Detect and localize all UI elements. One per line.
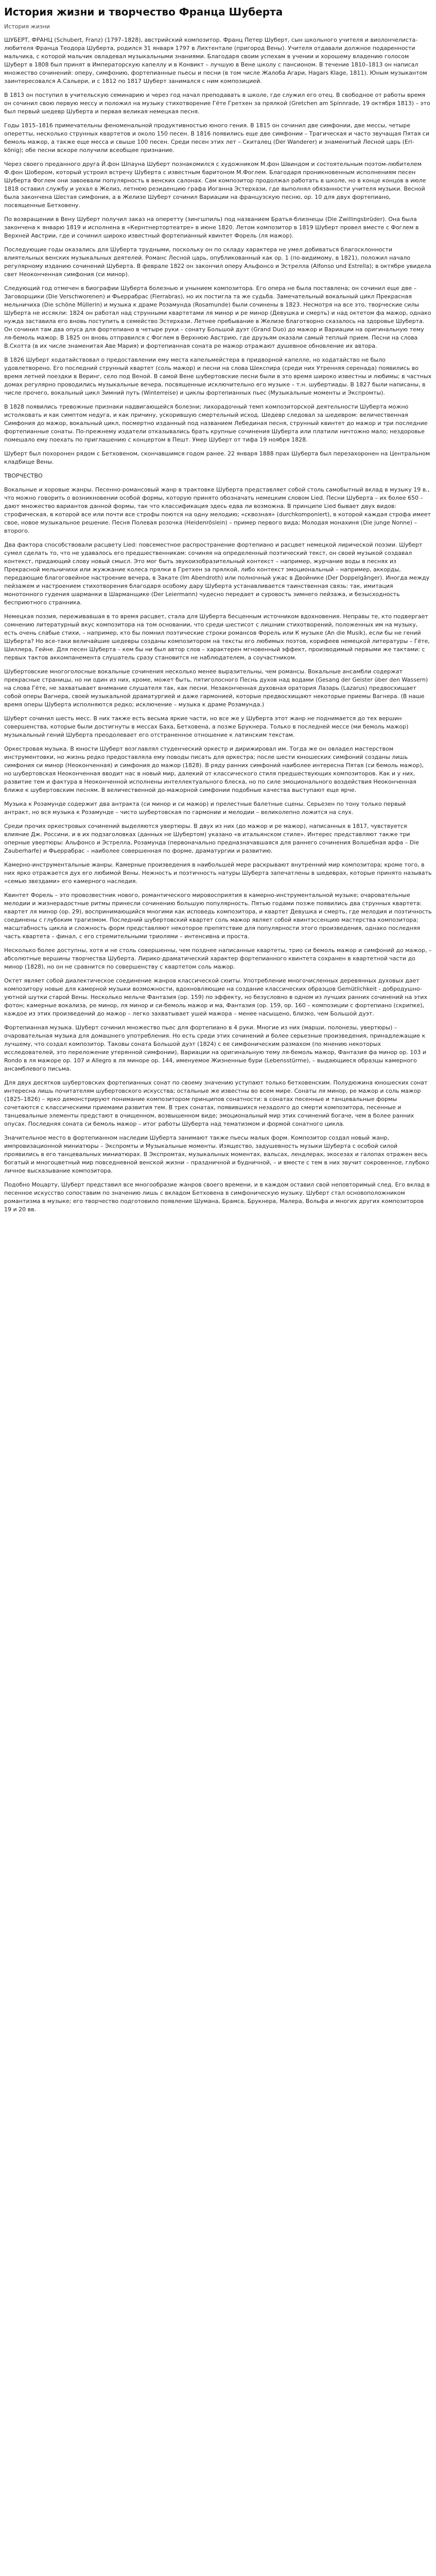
article-paragraph: Оркестровая музыка. В юности Шуберт возглавлял студенческий оркестр и дирижировал им. Тогда же он овладел мастерством инструментовки, но жизнь редко предоставляла ему поводы писать для оркестра; после шести юношеских симфоний созданы лишь симфония си минор (Неоконченная) и симфония до мажор (1828). В ряду ранних симфоний наиболее интересна Пятая (си бемоль мажор), но шубертовская Неоконченная вводит нас в новый мир, далекий от классического стиля предшествующих композиторов. Как и у них, развитие тем и фактура в Неоконченной исполнены интеллектуального блеска, но по силе эмоционального воздействия Неоконченная ближе к шубертовским песням. В величественной до-мажорной симфонии подобные качества выступают еще ярче. <box>4 745 424 793</box>
article-body <box>4 36 432 1214</box>
article-paragraph: Несколько более доступны, хотя и не столь совершенны, чем позднее написанные квартеты, трио си бемоль мажор и симфоний до мажор, – абсолютные вершины творчества Шуберта. Лирико-драматический характер фортепианного квинтета сохранен в квартетной части до минор (1828), но он не сравнится по совершенству с квартетом соль мажор. <box>4 947 432 970</box>
article-paragraph: Шуберт сочинил шесть месс. В них также есть весьма яркие части, но все же у Шуберта этот жанр не поднимается до тех вершин совершенства, которые были достигнуты в мессах Баха, Бетховена, а позже Брукнера. Только в последней мессе (ми бемоль мажор) музыкальный гений Шуберта преодолевает его отстраненное отношение к латинским текстам. <box>4 715 409 738</box>
article-paragraph: Через своего преданного друга Й.фон Шпауна Шуберт познакомился с художником М.фон Швиндом и состоятельным поэтом-любителем Ф.фон Шобером, который устроил встречу Шуберта с известным баритоном М.Фоглем. Благодаря проникновенным исполнениям песен Шуберта Фоглем они завоевали популярность в венских салонах. Сам композитор продолжал работать в школе, но в конце концов в июле 1818 оставил службу и уехал в Желиз, летнюю резиденцию графа Иоганна Эстерхази, где выполнял обязанности учителя музыки. Весной была закончена Шестая симфония, а в Желизе Шуберт сочинил Вариации на французскую песню, ор. 10 для двух фортепиано, посвященные Бетховену. <box>4 161 426 209</box>
article-paragraph: Музыка к Розамунде содержит два антракта (си минор и си мажор) и прелестные балетные сцены. Серьезен по тону только первый антракт, но вся музыка к Розамунде – чисто шубертовская по гармонии и мелодии – великолепно ложится на слух. <box>4 801 406 816</box>
article-paragraph: Для двух десятков шубертовских фортепианных сонат по своему значению уступают только бетховенским. Полудюжина юношеских сонат интересна лишь почитателям шубертовского искусства; остальные же известны во всем мире. Сонаты ля минор, ре мажор и соль мажор (1825–1826) – ярко демонстрируют понимание композитором принципов сонатности: в сонатах песенные и танцевальные формы сочетаются с классическими приемами развития тем. В трех сонатах, появившихся незадолго до смерти композитора, песенные и танцевальные элементы предстают в очищенном, возвышенном виде; эмоциональный мир этих сочинений богаче, чем в более ранних опусах. Последняя соната си бемоль мажор – итог работы Шуберта над тематизмом и формой сонатного цикла. <box>4 1079 428 1127</box>
article-paragraph: Подобно Моцарту, Шуберт представил все многообразие жанров своего времени, и в каждом оставил свой неповторимый след. Его вклад в песенное искусство сопоставим по значению лишь с вкладом Бетховена в симфоническую музыку. Шуберт стал основоположником романтизма в музыке; его творчество подготовило появление Шумана, Брамса, Брукнера, Малера, Вольфа и многих других композиторов 19 и 20 вв. <box>4 1181 430 1213</box>
article-paragraph: Годы 1815–1816 примечательны феноменальной продуктивностью юного гения. В 1815 он сочинил две симфонии, две мессы, четыре оперетты, несколько струнных квартетов и около 150 песен. В 1816 появились еще две симфонии – Трагическая и часто звучащая Пятая си бемоль мажор, а также еще месса и свыше 100 песен. Среди песен этих лет – Скиталец (Der Wanderer) и знаменитый Лесной царь (Erl-könig); обе песни вскоре получили всеобщее признание. <box>4 122 429 154</box>
article-paragraph: В 1813 он поступил в учительскую семинарию и через год начал преподавать в школе, где служил его отец. В свободное от работы время он сочинил свою первую мессу и положил на музыку стихотворение Гёте Гретхен за прялкой (Gretchen am Spinnrade, 19 октября 1813) – это был первый шедевр Шуберта и первая великая немецкая песня. <box>4 92 430 115</box>
section-label: История жизни <box>4 23 50 30</box>
article-paragraph: Последующие годы оказались для Шуберта трудными, поскольку он по складу характера не умел добиваться благосклонности влиятельных венских музыкальных деятелей. Романс Лесной царь, опубликованный как ор. 1 (по-видимому, в 1821), положил начало регулярному изданию сочинений Шуберта. В феврале 1822 он закончил оперу Альфонсо и Эстрелла (Alfonso und Estrella); в октябре увидела свет Неоконченная симфония (си минор). <box>4 246 431 278</box>
article-paragraph: ШУБЕРТ, ФРАНЦ (Schubert, Franz) (1797–1828), австрийский композитор. Франц Петер Шуберт, сын школьного учителя и виолончелиста-любителя Франца Теодора Шуберта, родился 31 января 1797 в Лихтентале (пригород Вены). Учителя отдавали должное подаренности мальчика, с которой мальчик овладевал музыкальными знаниями. Благодаря своим успехам в учении и хорошему владению голосом Шуберт в 1808 был принят в Императорскую капеллу и в Конвикт – лучшую в Вене школу с пансионом. В течение 1810–1813 он написал множество сочинений: оперу, симфонию, фортепианные пьесы и песни (в том числе Жалоба Агари, Hagars Klage, 1811). Юным музыкантом заинтересовался А.Сальери, и с 1812 по 1817 Шуберт занимался с ним композицией. <box>4 37 427 84</box>
article-paragraph: Вокальные и хоровые жанры. Песенно-романсовый жанр в трактовке Шуберта представляет собой столь самобытный вклад в музыку 19 в., что можно говорить о возникновении особой формы, которую принято обозначать немецким словом Lied. Песни Шуберта – их более 650 – дают множество вариантов данной формы, так что классификация здесь едва ли возможна. В принципе Lied бывает двух видов: строфическая, в которой все или почти все строфы поются на одну мелодию; «сквозная» (durchkomponiert), в которой каждая строфа имеет свое, новое музыкальное решение. Песня Полевая розочка (Heidenröslein) – пример первого вида; Молодая монахиня (Die junge Nonne) – второго. <box>4 486 431 534</box>
article-paragraph: Шуберт был похоронен рядом с Бетховеном, скончавшимся годом ранее. 22 января 1888 прах Шуберта был перезахоронен на Центральном кладбище Вены. <box>4 450 430 465</box>
article-paragraph: Следующий год отмечен в биографии Шуберта болезнью и унынием композитора. Его опера не была поставлена; он сочинил еще две – Заговорщики (Die Verschworenen) и Фьеррабрас (Fierrabras), но их постигла та же судьба. Замечательный вокальный цикл Прекрасная мельничиха (Die schöne Müllerin) и музыка к драме Розамунда (Rosamunde) были сочинены в 1823. Несмотря на все это, творческие силы Шуберта не иссякли: 1824 он работал над струнными квартетами ля минор и ре минор (Девушка и смерть) и над октетом фа мажор, однако нужда заставила его вновь поступить в семейство Эстерхази. Летнее пребывание в Желизе благотворно сказалось на здоровье Шуберта. Он сочинил там два опуса для фортепиано в четыре руки – сонату Большой дуэт (Grand Duo) до мажор и Вариации на оригинальную тему ля-бемоль мажор. В 1825 он вновь отправился с Фоглем в Верхнюю Австрию, где друзьям оказали самый теплый прием. Песни на слова В.Скотта (в их числе знаменитая Аве Мария) и фортепианная соната ре мажор отражают душевное обновление их автора. <box>4 285 431 349</box>
article-paragraph: Немецкая поэзия, переживавшая в то время расцвет, стала для Шуберта бесценным источником вдохновения. Неправы те, кто подвергает сомнению литературный вкус композитора на том основании, что среди шестисот с лишним стихотворений, положенных им на музыку, есть очень слабые стихи, – например, кто бы помнил поэтические строки романсов Форель или К музыке (An die Musik), если бы не гений Шуберта? Но все-таки величайшие шедевры созданы композитором на тексты его любимых поэтов, корифеев немецкой литературы – Гёте, Шиллера, Гейне. Для песен Шуберта – кем бы ни был автор слов – характерен мгновенный эффект, производимый первыми же тактами: с первых тактов аккомпанемента слушатель сразу становится не наблюдателем, а соучастником. <box>4 613 430 661</box>
article-paragraph: Два фактора способствовали расцвету Lied: повсеместное распространение фортепиано и расцвет немецкой лирической поэзии. Шуберт сумел сделать то, что не удавалось его предшественникам: сочиняя на определенный поэтический текст, он своей музыкой создавал контекст, придающий слову новый смысл. Это мог быть звукоизобразительный контекст – например, журчание воды в песнях из Прекрасной мельничихи или жужжание колеса прялки в Гретхен за прялкой, либо контекст эмоциональный – например, аккорды, передающие благоговейное настроение вечера, в Закате (Im Abendroth) или полночный ужас в Двойнике (Der Doppelgänger). Иногда между пейзажем и настроением стихотворения благодаря особому дару Шуберта устанавливается таинственная связь: так, имитация монотонного гудения шарманки в Шарманщике (Der Leiermann) чудесно передает и суровость зимнего пейзажа, и безысходность бесприютного странника. <box>4 541 430 606</box>
page-title: История жизни и творчество Франца Шуберта <box>4 6 283 18</box>
article-paragraph: В 1826 Шуберт ходатайствовал о предоставлении ему места капельмейстера в придворной капелле, но ходатайство не было удовлетворено. Его последний струнный квартет (соль мажор) и песни на слова Шекспира (среди них Утренняя серенада) появились во время летней поездки в Веринг, село под Веной. В самой Вене шубертовские песни были в это время широко известны и любимы; в частных домах регулярно проводились музыкальные вечера, посвященные исключительно его музыке – т.н. шубертиады. В 1827 были написаны, в числе прочего, вокальный цикл Зимний путь (Winterreise) и циклы фортепианных пьес (Музыкальные моменты и Экспромты). <box>4 357 432 396</box>
page <box>0 0 436 1230</box>
article-paragraph: Октет являет собой диалектическое соединение жанров классической сюиты. Употребление многочисленных деревянных духовых дает композитору новые для камерной музыки возможности, вдохновляющие на создание классических образцов Gemütlichkeit - добродушно-уютной шутки старой Вены. Несколько мельче Фантазия (ор. 159) по эффекту, но безусловно в одном из лучших ранних сочинений на этих фотон; камерные вокализа, ре минор, ля минор и си-бемоль мажор и ма, Фантазия (ор. 159, ор. 160 – композиции с фортепиано (скрипке), каждое из этих произведений до мажор – легко захватывает ушей мажора – менее насыщено, близко, чем Большой дуэт. <box>4 977 427 1017</box>
article-paragraph: Шубертовские многоголосные вокальные сочинения несколько менее выразительны, чем романсы. Вокальные ансамбли содержат прекрасные страницы, но ни один из них, кроме, может быть, пятиголосного Песнь духов над водами (Gesang der Geister über den Wassern) на слова Гёте, не захватывает внимание слушателя так, как песни. Незаконченная духовная оратория Лазарь (Lazarus) предвосхищает собой оперы Вагнера, своей музыкальной драматургией и даже гармонией, которые предвосхищают некоторые приемы Вагнера. (В наше время оперы Шуберта исполняются редко; исключение – музыка к драме Розамунда.) <box>4 668 428 708</box>
article-paragraph: По возвращении в Вену Шуберт получил заказ на оперетту (зингшпиль) под названием Братья-близнецы (Die Zwillingsbrüder). Она была закончена к январю 1819 и исполнена в «Кернтнертортеатре» в июне 1820. Летом композитор в 1819 Шуберт провел вместе с Фоглем в Верхней Австрии, где и сочинил широко известный фортепианный квинтет Форель (ля мажор). <box>4 216 419 239</box>
article-paragraph: Камерно-инструментальные жанры. Камерные произведения в наибольшей мере раскрывают внутренний мир композитора; кроме того, в них ярко отражается дух его любимой Вены. Нежность и поэтичность натуры Шуберта запечатлены в шедеврах, которые принято называть «семью звездами» его камерного наследия. <box>4 861 432 885</box>
article-paragraph: Квинтет Форель – это провозвестник нового, романтического мировосприятия в камерно-инструментальной музыке; очаровательные мелодии и жизнерадостные ритмы принесли сочинению большую популярность. Пятью годами позже появились два струнных квартета: квартет ля минор (ор. 29), воспринимающийся многими как исповедь композитора, и квартет Девушка и смерть, где мелодия и поэтичность соединены с глубоким трагизмом. Последний шубертовский квартет соль мажор являет собой квинтэссенцию мастерства композитора; масштабность цикла и сложность форм представляют некоторое препятствие для популярности этого произведения, однако последняя часть квартета – финал, с его стремительными триолями – интенсивна и проста. <box>4 892 432 940</box>
article-paragraph: Фортепианная музыка. Шуберт сочинил множество пьес для фортепиано в 4 руки. Многие из них (марши, полонезы, увертюры) – очаровательная музыка для домашнего употребления. Но есть среди этих сочинений и более серьезные произведения, принадлежащие к лучшему, что создал композитор. Таковы соната Большой дуэт (1824) с ее симфоническим размахом (по мнению некоторых исследователей, это переложение утерянной симфонии), Вариации на оригинальную тему ля-бемоль мажор, Фантазия фа минор ор. 103 и Rondo в ля мажоре ор. 107 и Allegro в ля миноре ор. 144, именуемое Жизненные бури (Lebensstürme), – выдающиеся образцы камерного ансамблевого письма. <box>4 1024 426 1072</box>
article-paragraph: ТВОРЧЕСТВО <box>4 472 43 479</box>
article-paragraph: В 1828 появились тревожные признаки надвигающейся болезни; лихорадочный темп композиторской деятельности Шуберта можно истолковать и как симптом недуга, и как причину, ускорившую смертельный исход. Шедевр следовал за шедевром: величественная Симфония до мажор, вокальный цикл, посмертно изданный под названием Лебединая песня, струнный квинтет до мажор и три последние фортепианные сонаты. По-прежнему издатели отказывались брать крупные сочинения Шуберта или платили ничтожно мало; нездоровье помешало ему поехать по приглашению с концертом в Пешт. Умер Шуберт от тифа 19 ноября 1828. <box>4 403 428 443</box>
article-paragraph: Среди прочих оркестровых сочинений выделяются увертюры. В двух из них (до мажор и ре мажор), написанных в 1817, чувствуется влияние Дж. Россини, и в их подзаголовках (данных не Шубертом) указано «в итальянском стиле». Интерес представляют также три оперные увертюры: Альфонсо и Эстрелла, Розамунда (первоначально предназначавшаяся для раннего сочинения Волшебная арфа – Die Zauberharfe) и Фьеррабрас – наиболее совершенная по форме, драматургии и развитию. <box>4 823 420 854</box>
article-paragraph: Значительное место в фортепианном наследии Шуберта занимают также пьесы малых форм. Композитор создал новый жанр, импровизационной миниатюры – Экспромты и Музыкальные моменты. Изящество, задушевность музыки Шуберта с особой силой проявились в его танцевальных миниатюрах. В Экспромтах, музыкальных моментах, вальсах, лендлерах, экосезах и галопах отражен весь богатый и многоцветный мир повседневной венской жизни – праздничной и будничной, – и вместе с тем в них звучит сокровенное, глубоко личное высказывание композитора. <box>4 1134 429 1174</box>
